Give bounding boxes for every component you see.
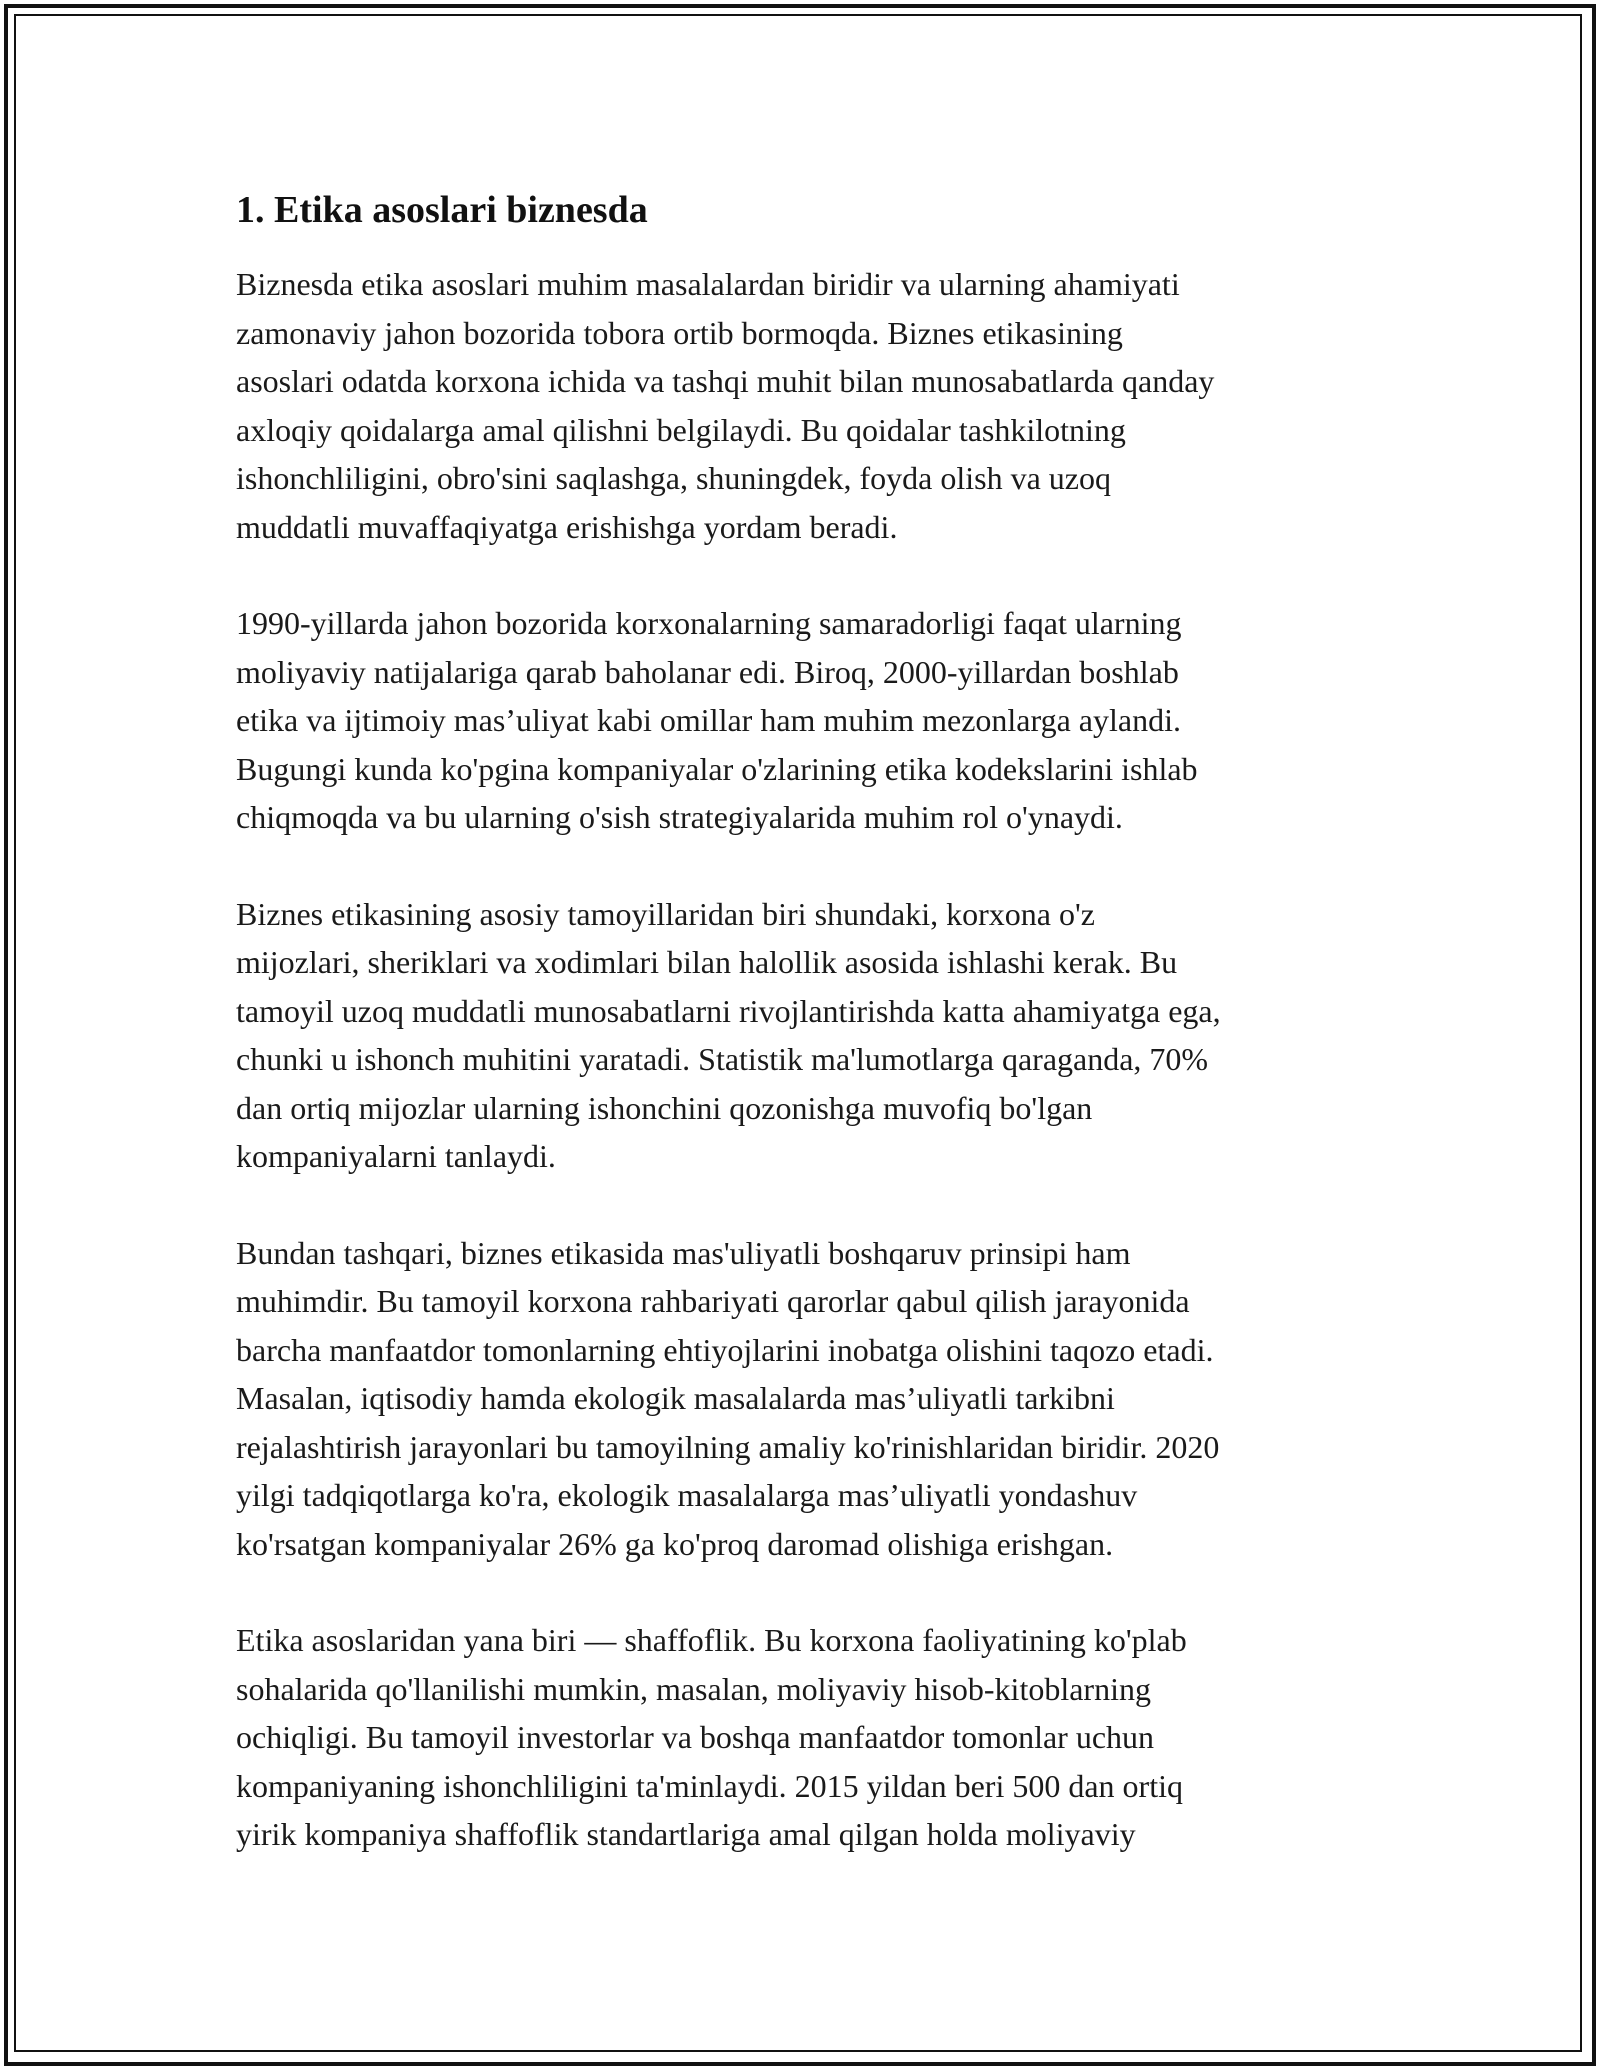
paragraph-line: axloqiy qoidalarga amal qilishni belgilaydi. Bu qoidalar tashkilotning [236,411,1126,448]
document-body [236,186,1376,1907]
paragraph-line: Bugungi kunda ko'pgina kompaniyalar o'zlarining etika kodekslarini ishlab [236,750,1198,787]
paragraph-line: etika va ijtimoiy mas’uliyat kabi omillar ham muhim mezonlarga aylandi. [236,702,1181,738]
paragraph-line: rejalashtirish jarayonlari bu tamoyilning amaliy ko'rinishlaridan biridir. 2020 [236,1428,1220,1465]
paragraph-line: sohalarida qo'llanilishi mumkin, masalan, moliyaviy hisob-kitoblarning [236,1670,1151,1707]
paragraph-4 [236,1229,1376,1569]
paragraph-line: Masalan, iqtisodiy hamda ekologik masalalarda mas’uliyatli tarkibni [236,1380,1115,1416]
paragraph-line: yirik kompaniya shaffoflik standartlariga amal qilgan holda moliyaviy [236,1816,1136,1852]
paragraph-line: 1990-yillarda jahon bozorida korxonalarning samaradorligi faqat ularning [236,605,1182,641]
paragraph-line: ishonchliligini, obro'sini saqlashga, shuningdek, foyda olish va uzoq [236,460,1111,496]
paragraph-line: chiqmoqda va bu ularning o'sish strategiyalarida muhim rol o'ynaydi. [236,799,1123,835]
paragraph-line: tamoyil uzoq muddatli munosabatlarni rivojlantirishda katta ahamiyatga ega, [236,992,1221,1029]
paragraph-2 [236,599,1376,842]
paragraph-line: ochiqligi. Bu tamoyil investorlar va boshqa manfaatdor tomonlar uchun [236,1719,1155,1755]
paragraph-line: barcha manfaatdor tomonlarning ehtiyojlarini inobatga olishini taqozo etadi. [236,1331,1214,1368]
paragraph-line: chunki u ishonch muhitini yaratadi. Statistik ma'lumotlarga qaraganda, 70% [236,1041,1209,1077]
paragraph-line: yilgi tadqiqotlarga ko'ra, ekologik masalalarga mas’uliyatli yondashuv [236,1477,1138,1513]
paragraph-1 [236,260,1376,551]
section-heading: 1. Etika asoslari biznesda [236,189,648,231]
paragraph-line: dan ortiq mijozlar ularning ishonchini qozonishga muvofiq bo'lgan [236,1089,1093,1126]
paragraph-line: Biznesda etika asoslari muhim masalalardan biridir va ularning ahamiyati [236,266,1180,302]
paragraph-line: Bundan tashqari, biznes etikasida mas'uliyatli boshqaruv prinsipi ham [236,1234,1131,1271]
paragraph-line: moliyaviy natijalariga qarab baholanar edi. Biroq, 2000-yillardan boshlab [236,653,1179,690]
paragraph-3 [236,890,1376,1181]
paragraph-line: muddatli muvaffaqiyatga erishishga yordam beradi. [236,508,898,545]
paragraph-line: mijozlari, sheriklari va xodimlari bilan halollik asosida ishlashi kerak. Bu [236,944,1178,980]
paragraph-line: zamonaviy jahon bozorida tobora ortib bormoqda. Biznes etikasining [236,314,1123,351]
paragraph-line: kompaniyalarni tanlaydi. [236,1138,556,1174]
paragraph-line: Biznes etikasining asosiy tamoyillaridan biri shundaki, korxona o'z [236,895,1095,932]
paragraph-line: kompaniyaning ishonchliligini ta'minlaydi. 2015 yildan beri 500 dan ortiq [236,1767,1183,1804]
paragraph-line: ko'rsatgan kompaniyalar 26% ga ko'proq daromad olishiga erishgan. [236,1525,1114,1562]
paragraph-5 [236,1616,1376,1859]
paragraph-line: muhimdir. Bu tamoyil korxona rahbariyati qarorlar qabul qilish jarayonida [236,1283,1190,1319]
paragraph-line: Etika asoslaridan yana biri — shaffoflik. Bu korxona faoliyatining ko'plab [236,1622,1187,1658]
paragraph-line: asoslari odatda korxona ichida va tashqi muhit bilan munosabatlarda qanday [236,363,1215,399]
